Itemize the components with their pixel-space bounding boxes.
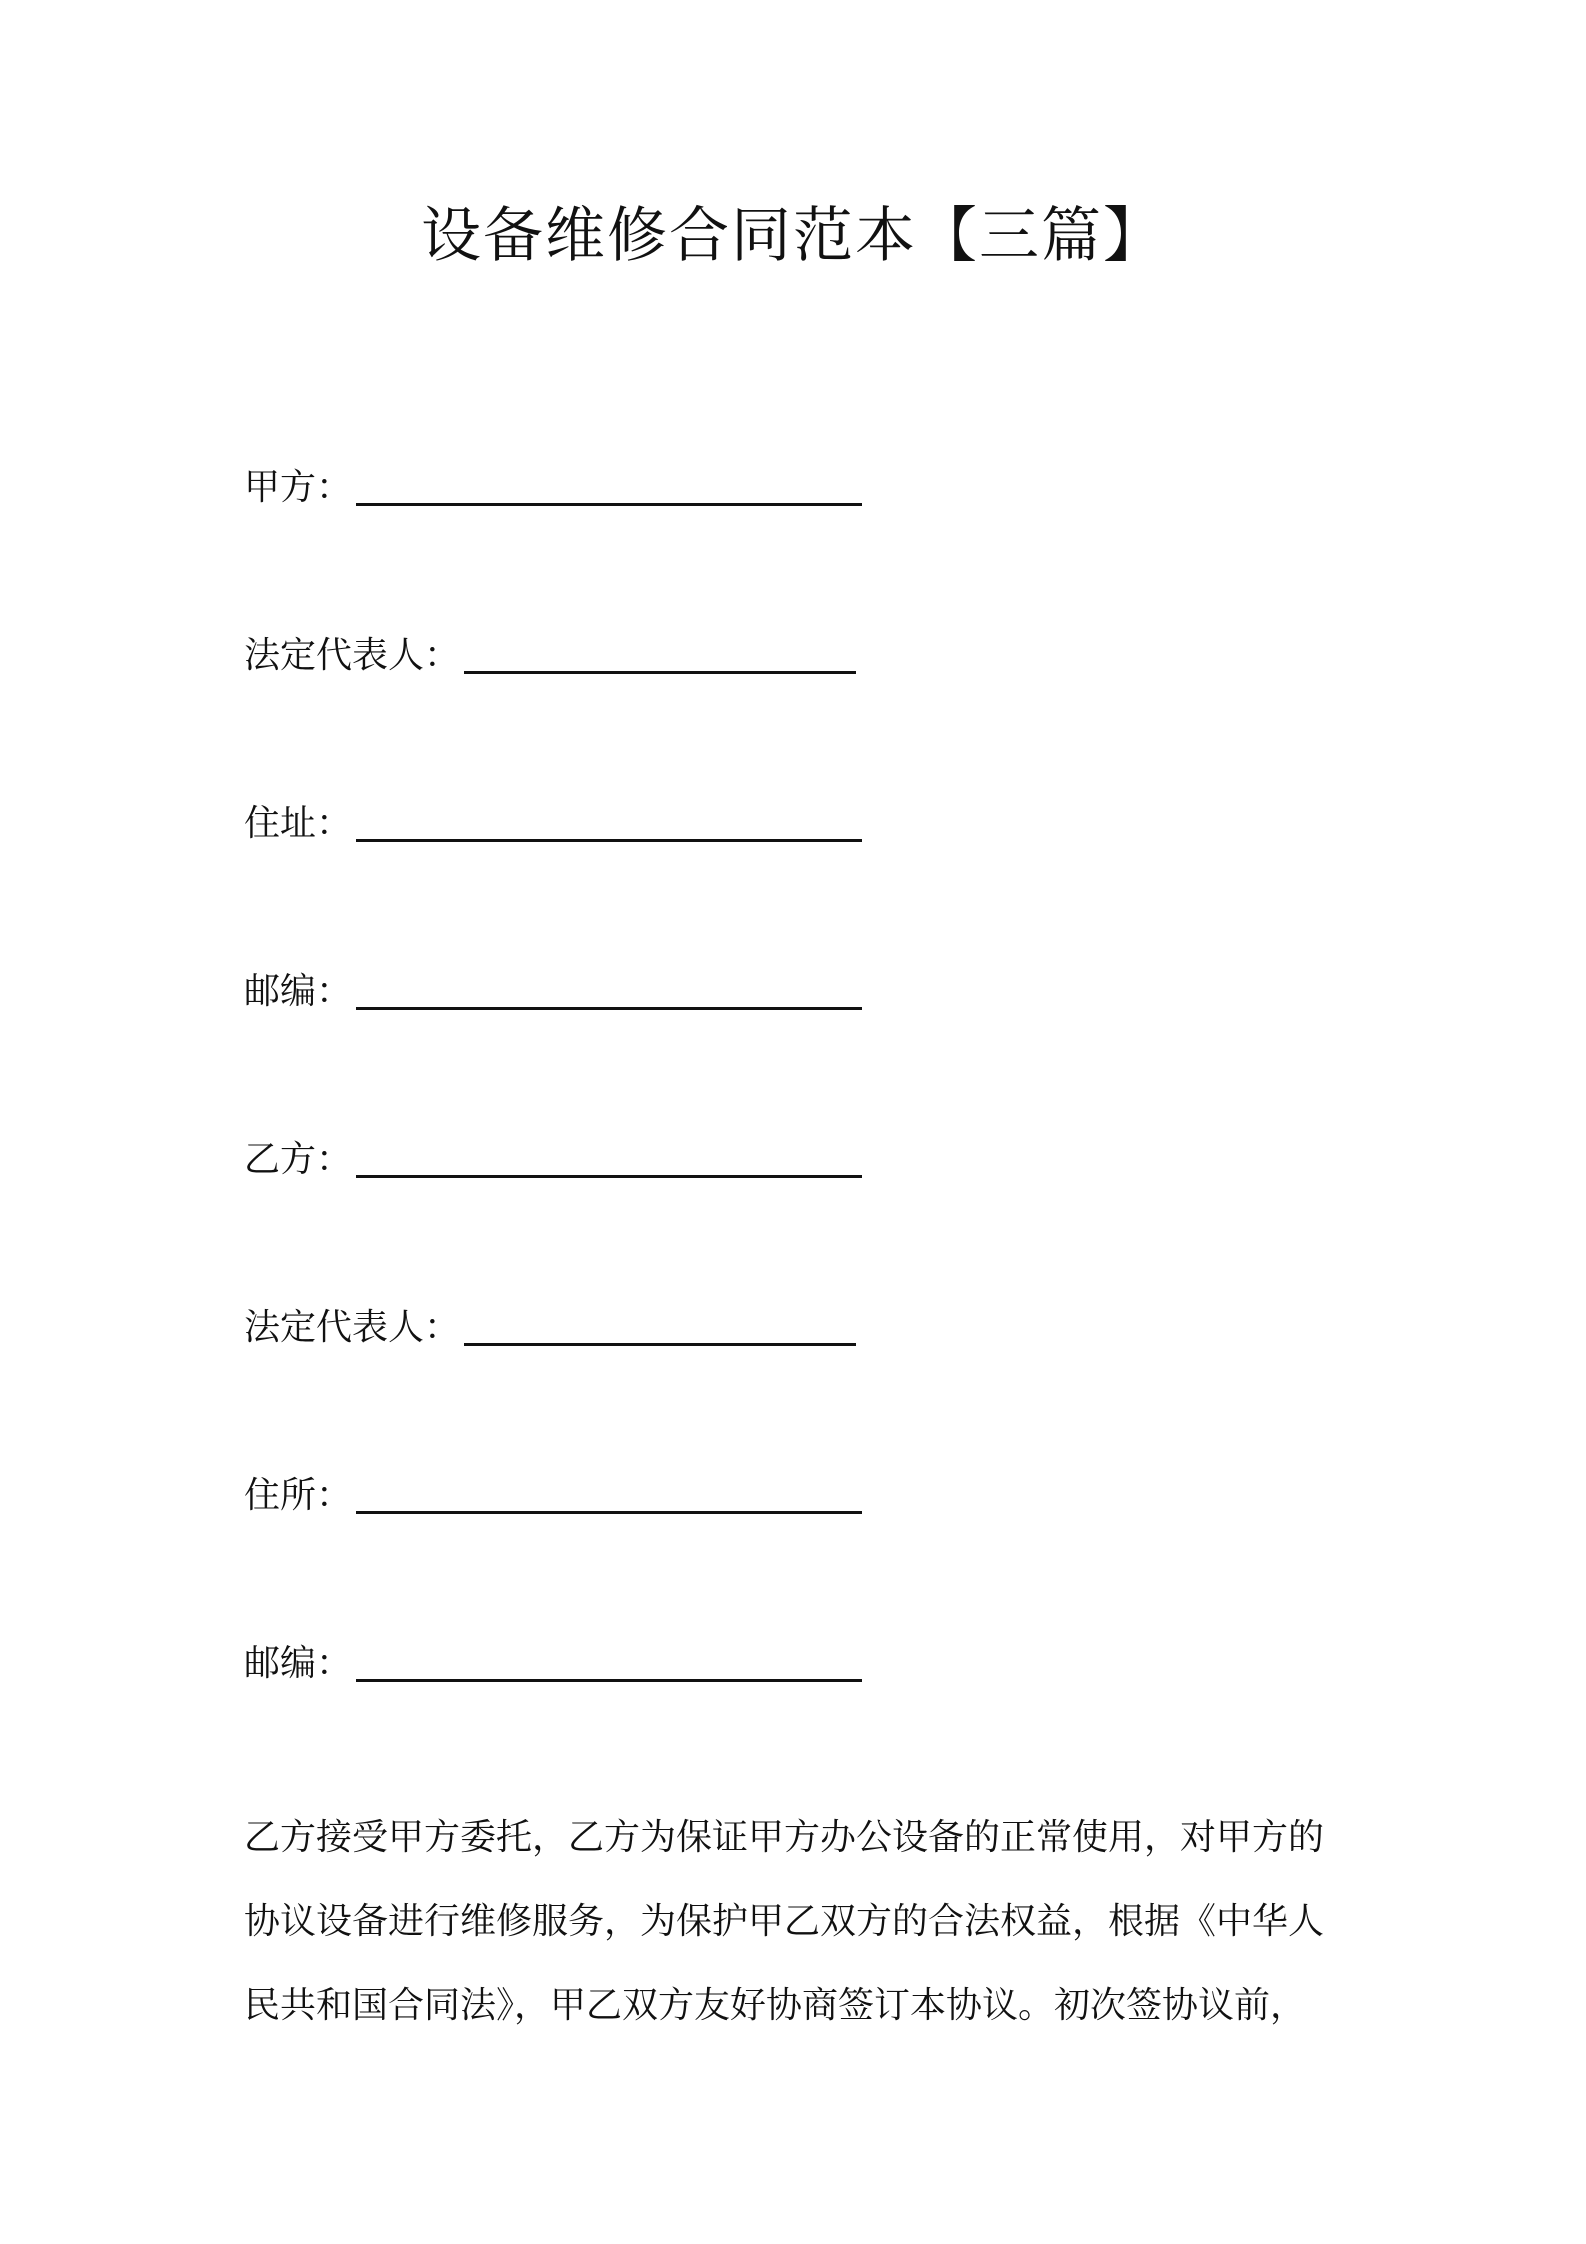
document-title: 设备维修合同范本【三篇】 bbox=[421, 201, 1165, 271]
party-a-legal-rep-field bbox=[244, 620, 864, 680]
paragraph-line: 乙方接受甲方委托，乙方为保证甲方办公设备的正常使用，对甲方的 bbox=[244, 1817, 1325, 1858]
field-label: 法定代表人： bbox=[244, 1307, 461, 1348]
party-b-postcode-field bbox=[244, 1628, 864, 1688]
field-label: 法定代表人： bbox=[244, 635, 461, 676]
blank-line bbox=[356, 839, 862, 842]
party-a-address-field bbox=[244, 788, 864, 848]
field-label: 住址： bbox=[244, 803, 353, 844]
paragraph-line: 协议设备进行维修服务，为保护甲乙双方的合法权益，根据《中华人 bbox=[244, 1901, 1325, 1942]
blank-line bbox=[356, 503, 862, 506]
party-a-field bbox=[244, 452, 864, 512]
party-b-legal-rep-field bbox=[244, 1292, 864, 1352]
blank-line bbox=[356, 1175, 862, 1178]
blank-line bbox=[464, 1343, 856, 1346]
field-label: 邮编： bbox=[244, 1643, 353, 1684]
party-b-residence-field bbox=[244, 1460, 864, 1520]
field-label: 邮编： bbox=[244, 971, 353, 1012]
field-label: 乙方： bbox=[244, 1139, 353, 1180]
blank-line bbox=[356, 1511, 862, 1514]
blank-line bbox=[464, 671, 856, 674]
field-label: 住所： bbox=[244, 1475, 353, 1516]
blank-line bbox=[356, 1007, 862, 1010]
blank-line bbox=[356, 1679, 862, 1682]
party-b-field bbox=[244, 1124, 864, 1184]
paragraph-line: 民共和国合同法》，甲乙双方友好协商签订本协议。初次签协议前， bbox=[244, 1985, 1307, 2026]
field-label: 甲方： bbox=[244, 467, 353, 508]
body-paragraph bbox=[244, 1796, 1364, 2048]
party-a-postcode-field bbox=[244, 956, 864, 1016]
